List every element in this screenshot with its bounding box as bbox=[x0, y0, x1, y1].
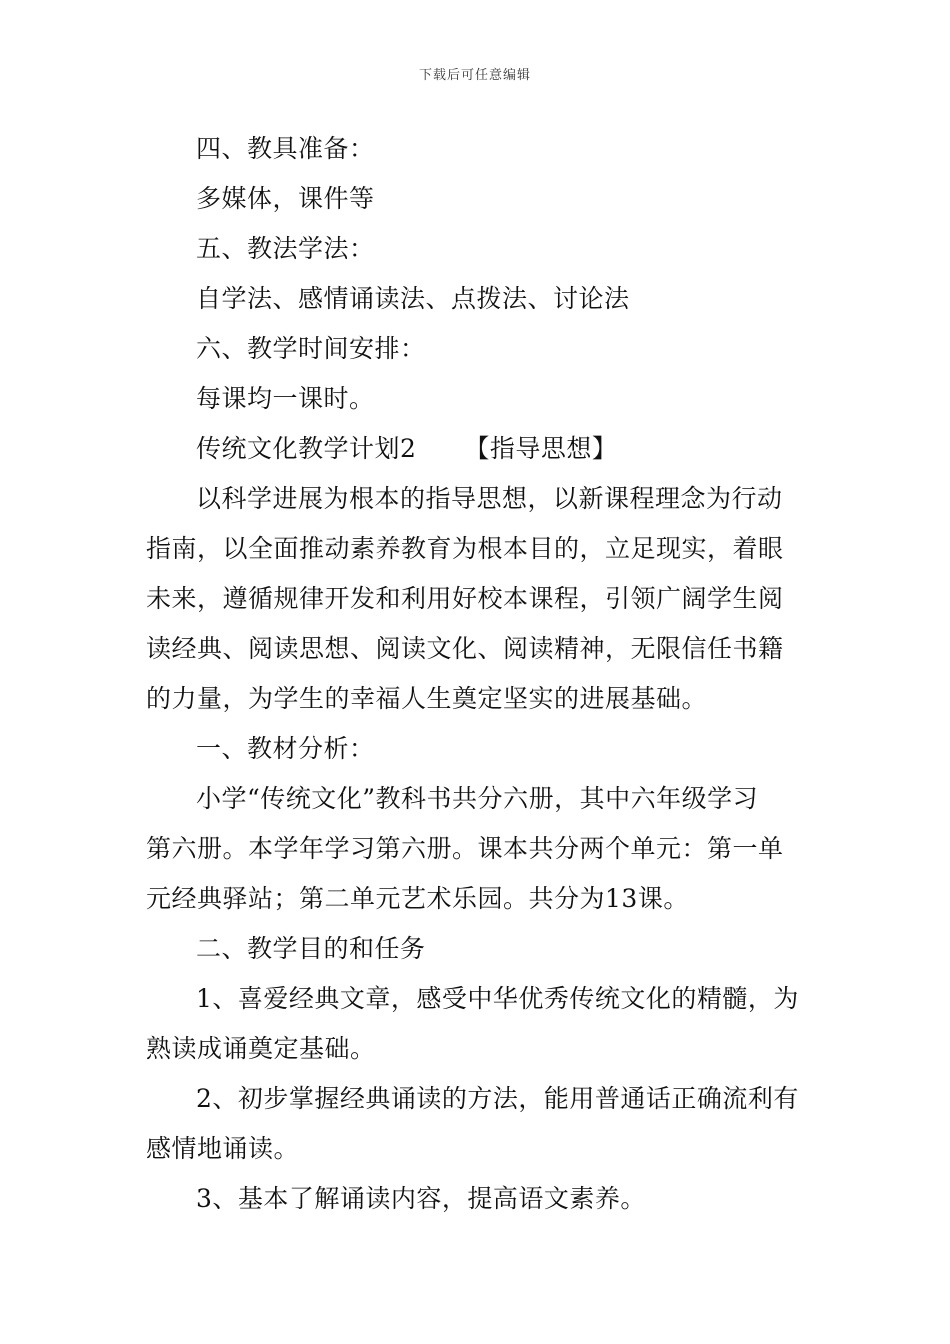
section-heading-schedule: 六、教学时间安排： bbox=[196, 334, 426, 363]
section-heading-goals: 二、教学目的和任务 bbox=[196, 934, 426, 963]
page-header: 下载后可任意编辑 bbox=[418, 68, 531, 83]
paragraph-line: 自学法、感情诵读法、点拨法、讨论法 bbox=[196, 284, 630, 313]
section-heading-guiding-ideology: 【指导思想】 bbox=[464, 434, 618, 463]
list-item-line: 感情地诵读。 bbox=[146, 1134, 300, 1163]
paragraph-line: 未来，遵循规律开发和利用好校本课程，引领广阔学生阅 bbox=[146, 584, 784, 613]
paragraph-line: 指南，以全面推动素养教育为根本目的，立足现实，着眼 bbox=[146, 534, 784, 563]
paragraph-line: 以科学进展为根本的指导思想，以新课程理念为行动 bbox=[196, 484, 783, 513]
paragraph-line: 元经典驿站；第二单元艺术乐园。共分为13课。 bbox=[146, 884, 689, 913]
paragraph-line: 每课均一课时。 bbox=[196, 384, 375, 413]
section-heading-teaching-aids: 四、教具准备： bbox=[196, 134, 375, 163]
plan-title-line bbox=[196, 434, 617, 464]
paragraph-line: 的力量，为学生的幸福人生奠定坚实的进展基础。 bbox=[146, 684, 708, 713]
plan-title: 传统文化教学计划2 bbox=[196, 434, 417, 463]
list-item-line: 3、基本了解诵读内容，提高语文素养。 bbox=[196, 1184, 646, 1213]
paragraph-line: 多媒体，课件等 bbox=[196, 184, 375, 213]
paragraph-line: 第六册。本学年学习第六册。课本共分两个单元：第一单 bbox=[146, 834, 784, 863]
list-item-line: 2、初步掌握经典诵读的方法，能用普通话正确流利有 bbox=[196, 1084, 799, 1113]
section-heading-teaching-methods: 五、教法学法： bbox=[196, 234, 375, 263]
paragraph-line: 读经典、阅读思想、阅读文化、阅读精神，无限信任书籍 bbox=[146, 634, 784, 663]
list-item-line: 1、喜爱经典文章，感受中华优秀传统文化的精髓，为 bbox=[196, 984, 799, 1013]
list-item-line: 熟读成诵奠定基础。 bbox=[146, 1034, 376, 1063]
paragraph-line: 小学“传统文化”教科书共分六册，其中六年级学习 bbox=[196, 784, 759, 813]
section-heading-material-analysis: 一、教材分析： bbox=[196, 734, 375, 763]
